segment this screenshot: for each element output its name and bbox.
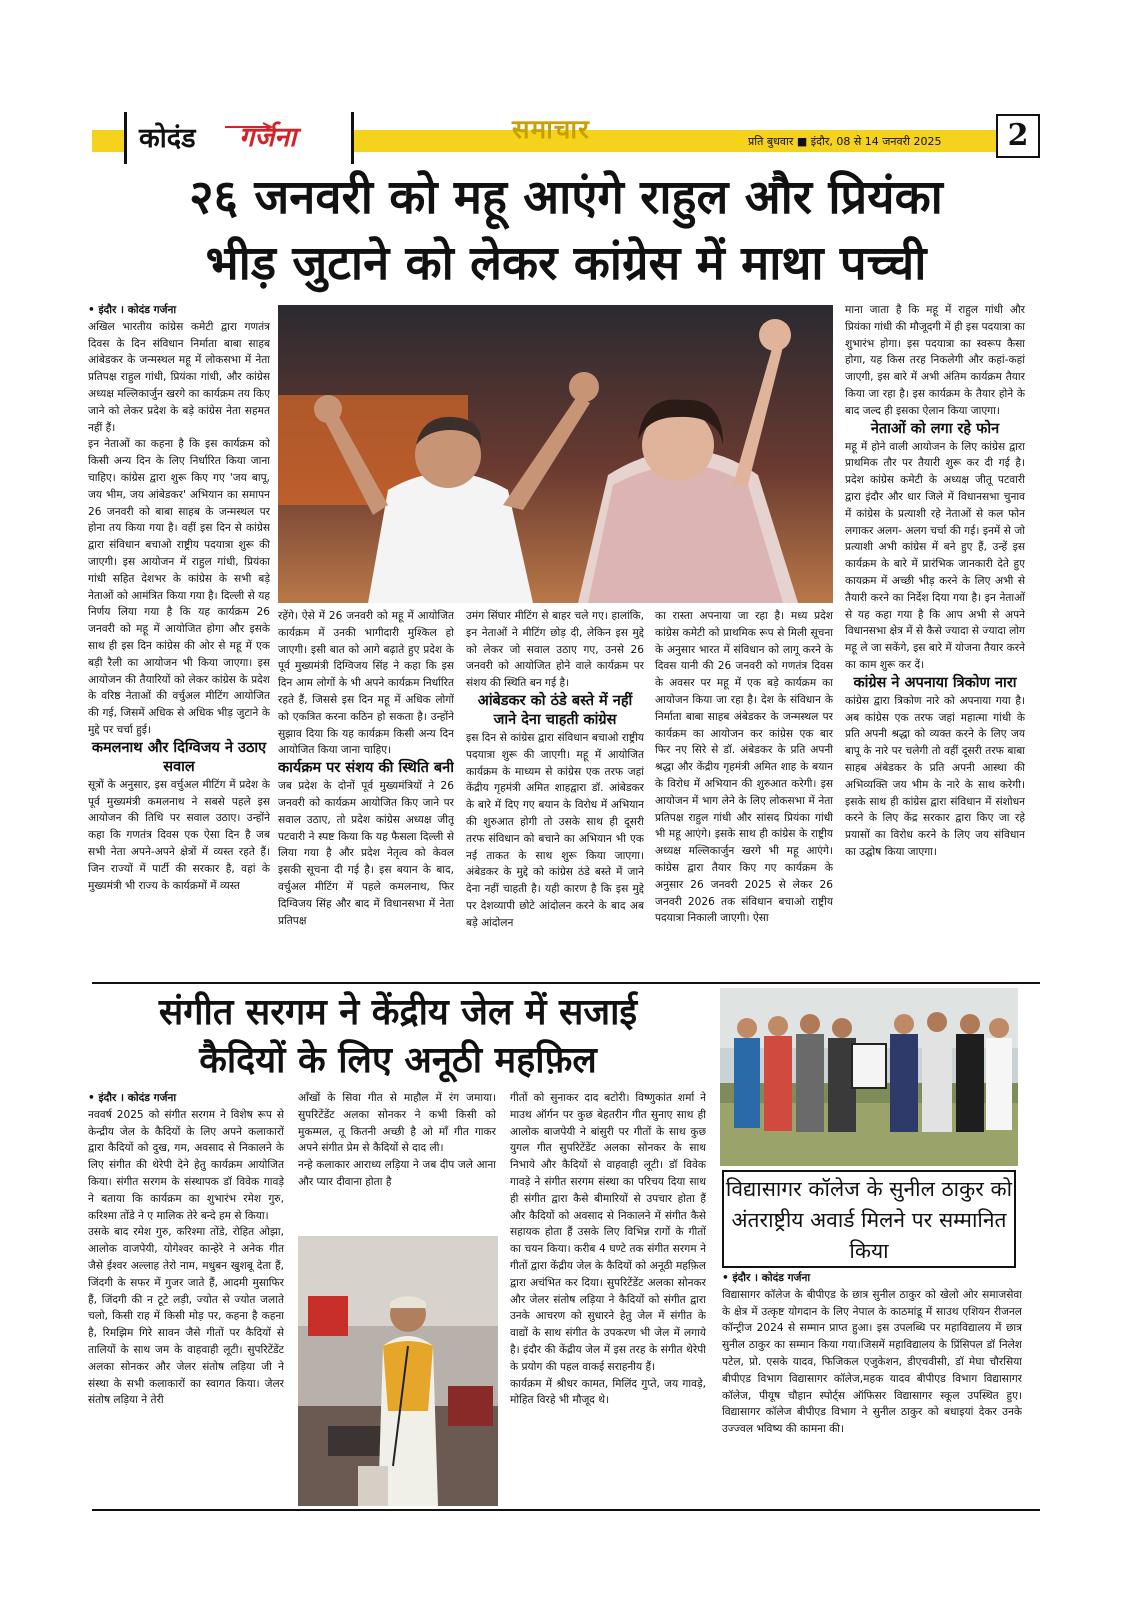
story2-dateline: • इंदौर । कोदंड गर्जना <box>88 1092 177 1104</box>
story3-photo-award <box>720 988 1018 1166</box>
story3-headline: विद्यासागर कॉलेज के सुनील ठाकुर को अंतराष्ट्रीय अवार्ड मिलने पर सम्मानित किया <box>722 1170 1016 1268</box>
story-divider <box>92 982 1040 984</box>
story3-paragraph: विद्यासागर कॉलेज के बीपीएड के छात्र सुनील ठाकुर को खेलो ओर समाजसेवा के क्षेत्र में उत्कृष्ट योगदान के लिए नेपाल के काठमांडू में साउथ एशियन रीजनल कॉन्ट्रीज 2024 से सम्मान प्राप्त हुआ। इस उपलब्धि पर महाविद्यालय में छात्र सुनील ठाकुर का सम्मान किया गया।जिसमें महाविद्यालय के प्रिंसिपल डॉ निलेश पटेल, प्रो. एसके यादव, फिजिकल एजुकेशन, डीएचवीसी, डॉ मेघा चौरसिया बीपीएड विभाग विद्यासागर कॉलेज,महक यादव बीपीएड विभाग विद्यासागर कॉलेज, पीयूष चौहान स्पोर्ट्स ऑफिसर विद्यासागर स्कूल उपस्थित हुए। विद्यासागर कॉलेज बीपीएड विभाग ने सुनील ठाकुर को बधाइयां देकर उनके उज्ज्वल भविष्य की कामना की। <box>722 1288 1022 1436</box>
story3-dateline: • इंदौर । कोदंड गर्जना <box>722 1272 811 1284</box>
masthead <box>92 112 1040 164</box>
story1-paragraph: अखिल भारतीय कांग्रेस कमेटी द्वारा गणतंत्र दिवस के दिन संविधान निर्माता बाबा साहब आंबेडकर के जन्मस्थल महू में लोकसभा में नेता प्रतिपक्ष राहुल गांधी, प्रियंका गांधी, और कांग्रेस अध्यक्ष मल्लिकार्जुन खरगे का कार्यक्रम तय किए जाने को लेकर प्रदेश के बड़े कांग्रेस नेता सहमत नहीं हैं। <box>88 320 270 434</box>
page-number: 2 <box>996 114 1040 158</box>
story2-column-1 <box>88 1090 284 1505</box>
section-title: समाचार <box>512 115 590 145</box>
story2-column-3 <box>510 1090 706 1505</box>
story1-subhead: कांग्रेस ने अपनाया त्रिकोण नारा <box>853 674 1017 691</box>
story2-column-2 <box>298 1090 496 1232</box>
story3-body <box>722 1270 1022 1505</box>
story2-paragraph: नववर्ष 2025 को संगीत सरगम ने विशेष रूप से केन्द्रीय जेल के कैदियों के लिए अपने कलाकारों द्वारा कैदियों को दुख, गम, अवसाद से निकालने के लिए संगीत की थेरेपी देने हेतु कार्यक्रम आयोजित किया। संगीत सरगम के संस्थापक डॉ विवेक गावड़े ने बताया कि कार्यक्रम का शुभारंभ रमेश गुरु, करिश्मा तोंडे ने ए मालिक तेरे बन्दे हम से किया। <box>88 1108 284 1222</box>
story1-column-4 <box>655 608 833 980</box>
story1-headline-line1: २६ जनवरी को महू आएंगे राहुल और प्रियंका <box>189 170 943 225</box>
story1-column-2 <box>278 608 454 980</box>
edition-info: प्रति बुधवार ■ इंदौर, 08 से 14 जनवरी 2025 <box>748 135 942 148</box>
story1-paragraph: जब प्रदेश के दोनों पूर्व मुख्यमंत्रियों ने 26 जनवरी को कार्यक्रम आयोजित किए जाने पर सवाल उठाए, तो प्रदेश कांग्रेस अध्यक्ष जीतू पटवारी ने स्पष्ट किया कि यह फैसला दिल्ली से लिया गया है और प्रदेश नेतृत्व को केवल इसकी सूचना दी गई है। इस बयान के बाद, वर्चुअल मीटिंग में पहले कमलनाथ, फिर दिग्विजय सिंह और बाद में विधानसभा में नेता प्रतिपक्ष <box>278 780 454 927</box>
logo-part1: कोदंड <box>139 123 196 154</box>
story1-column-3 <box>466 608 644 980</box>
story2-paragraph: नन्हे कलाकार आराध्य लड़िया ने जब दीप जले आना और प्यार दीवाना होता है <box>298 1159 496 1188</box>
story1-paragraph: सूत्रों के अनुसार, इस वर्चुअल मीटिंग में प्रदेश के पूर्व मुख्यमंत्री कमलनाथ ने सबसे पहले इस आयोजन की तिथि पर सवाल उठाए। उन्होंने कहा कि गणतंत्र दिवस एक ऐसा दिन है जब सभी नेता अपने-अपने क्षेत्रों में व्यस्त रहते हैं। जिन राज्यों में पार्टी की सरकार है, वहां के मुख्यमंत्री भी राज्य के कार्यक्रमों में व्यस्त <box>88 778 270 892</box>
newspaper-logo[interactable] <box>124 112 354 164</box>
story1-paragraph: इस दिन से कांग्रेस द्वारा संविधान बचाओ राष्ट्रीय पदयात्रा शुरू की जाएगी। महू में आयोजित कार्यक्रम के माध्यम से कांग्रेस एक तरफ जहां केंद्रीय गृहमंत्री अमित शाहद्वारा डॉ. आंबेडकर के बारे में दिए गए बयान के विरोध में अभियान की शुरुआत होगी तो उसके साथ ही दूसरी तरफ संविधान को बचाने का अभियान भी एक नई ताकत के साथ शुरू किया जाएगा। अंबेडकर के मुद्दे को कांग्रेस ठंडे बस्ते में जाने देना नहीं चाहती है। यही कारण है कि इस मुद्दे पर देशव्यापी छोटे आंदोलन करने के बाद अब बड़े आंदोलन <box>466 731 644 929</box>
story2-headline-line1: संगीत सरगम ने केंद्रीय जेल में सजाई <box>158 992 638 1033</box>
story1-column-5 <box>845 302 1025 980</box>
story2-paragraph: गीतों को सुनाकर दाद बटोरी। विष्णुकांत शर्मा ने माउथ ऑर्गन पर कुछ बेहतरीन गीत सुनाए साथ ही आलोक बाजपेयी ने बांसुरी पर गीतों के साथ कुछ युगल गीत सुपरिटेंडेंट अलका सोनकर के साथ निभाये और कैदियों से वाहवाही लूटी। डॉ विवेक गावड़े ने संगीत सरगम संस्था का परिचय दिया साथ ही संगीत द्वारा कैसे बीमारियों से उपचार होता हैं और कैदियों को अवसाद से निकालने में संगीत कैसे सहायक होता हैं उसके लिए विभिन्न रागों के गीतों का चयन किया। करीब 4 घण्टे तक संगीत सरगम ने गीतों द्वारा केंद्रीय जेल के कैदियों को अनूठी महफ़िल द्वारा अचंभित कर दिया। सुपरिटेंडेंट अलका सोनकर और जेलर संतोष लड़िया ने कैदियों को संगीत द्वारा उनके आचरण को सुधारने हेतु जेल में संगीत के वाद्यों के साथ संगीत के उपकरण भी जेल में लगाये है। इंदौर की केंद्रीय जेल में इस तरह के संगीत थेरेपी के प्रयोग की पहल वाकई सराहनीय हैं। <box>510 1092 706 1373</box>
story1-subhead: नेताओं को लगा रहे फोन <box>870 420 1000 437</box>
story1-dateline: • इंदौर । कोदंड गर्जना <box>88 304 177 316</box>
story2-paragraph: कार्यक्रम में श्रीधर कामत, मिलिंद गुप्ते, जय गावड़े, मोहित विरहे भी मौजूद थे। <box>510 1377 706 1407</box>
story1-paragraph: माना जाता है कि महू में राहुल गांधी और प्रियंका गांधी की मौजूदगी में ही इस पदयात्रा का शुभारंभ होगा। इस पदयात्रा का स्वरूप कैसा होगा, यह किस तरह निकलेगी और कहां-कहां जाएगी, इस बारे में अभी अंतिम कार्यक्रम तैयार किया जा रहा है। इस कार्यक्रम के तैयार होने के बाद जल्द ही इसका ऐलान किया जाएगा। <box>845 304 1025 417</box>
story1-headline-line2: भीड़ जुटाने को लेकर कांग्रेस में माथा पच्ची <box>205 236 927 291</box>
story2-paragraph: आँखों के सिवा गीत से माहौल में रंग जमाया। सुपरिटेंडेंट अलका सोनकर ने कभी किसी को मुकम्मल, तू कितनी अच्छी है ओ माँ गीत गाकर अपने संगीत प्रेम से कैदियों से दाद ली। <box>298 1092 496 1155</box>
masthead-band-left <box>92 130 124 152</box>
story1-subhead: कमलनाथ और दिग्विजय ने उठाए सवाल <box>91 739 267 775</box>
story1-paragraph: का रास्ता अपनाया जा रहा है। मध्य प्रदेश कांग्रेस कमेटी को प्राथमिक रूप से मिली सूचना के अनुसार भारत में संविधान को लागू करने के दिवस यानी की 26 जनवरी को गणतंत्र दिवस के अवसर पर महू में एक बड़े कार्यक्रम का आयोजन किया जा रहा है। देश के संविधान के निर्माता बाबा साहब अंबेडकर के जन्मस्थल पर कार्यक्रम का आयोजन कर कांग्रेस एक बार फिर नए सिरे से डॉ. अंबेडकर के प्रति अपनी श्रद्धा और केंद्रीय गृहमंत्री अमित शाह के बयान के विरोध में अभियान की शुरुआत करेगी। इस आयोजन में भाग लेने के लिए लोकसभा में नेता प्रतिपक्ष राहुल गांधी और सांसद प्रियंका गांधी भी महू आएंगे। इसके साथ ही कांग्रेस के राष्ट्रीय अध्यक्ष मल्लिकार्जुन खरगे भी महू आएंगे। कांग्रेस द्वारा तैयार किए गए कार्यक्रम के अनुसार 26 जनवरी 2025 से लेकर 26 जनवरी 2026 तक संविधान बचाओ राष्ट्रीय पदयात्रा निकाली जाएगी। ऐसा <box>655 610 833 925</box>
logo-part2: गर्जना <box>239 122 297 153</box>
story1-photo-rahul-priyanka <box>278 305 833 603</box>
story1-subhead: कार्यक्रम पर संशय की स्थिति बनी <box>278 760 454 777</box>
story2-photo-singer <box>298 1236 498 1506</box>
story1-paragraph: इन नेताओं का कहना है कि इस कार्यक्रम को किसी अन्य दिन के लिए निर्धारित किया जाना चाहिए। कांग्रेस द्वारा शुरू किए गए 'जय बापू, जय भीम, जय आंबेडकर' अभियान का समापन 26 जनवरी को बाबा साहब के जन्मस्थल पर होना तय किया गया है। वहीं इस दिन से कांग्रेस द्वारा संविधान बचाओ राष्ट्रीय पदयात्रा शुरू की जाएगी। इस आयोजन में राहुल गांधी, प्रियंका गांधी सहित देशभर के कांग्रेस के सभी बड़े नेताओं को आमंत्रित किया गया है। दिल्ली से यह निर्णय लिया गया है कि यह कार्यक्रम 26 जनवरी को महू में आयोजित होगा और इसके साथ ही इस दिन कांग्रेस की ओर से महू में एक बड़ी रैली का आयोजन भी किया जाएगा। इस आयोजन की तैयारियों को लेकर कांग्रेस के प्रदेश के वरिष्ठ नेताओं की वर्चुअल मीटिंग आयोजित की गई, जिसमें अधिक से अधिक भीड़ जुटाने के मुद्दे पर चर्चा हुई। <box>88 438 270 736</box>
story2-paragraph: उसके बाद रमेश गुरु, करिश्मा तोंडे, रोहित ओझा, आलोक वाजपेयी, योगेश्वर कान्हेरे ने अनेक गीत जैसे ईश्वर अल्लाह तेरो नाम, मधुबन खुशबू देता हैं, जिंदगी के सफर में गुजर जाते हैं, आदमी मुसाफिर हैं, जिंदगी की न टूटे लड़ी, ज्योत से ज्योत जलाते चलो, किसी राह में किसी मोड़ पर, कहना है कहना है, रिमझिम गिरे सावन जैसे गीतों पर कैदियों से तालियों के साथ जम के वाहवाही लूटी। सुपरिटेंडेंट अलका सोनकर और जेलर संतोष लड़िया जी ने संस्था के सभी कलाकारों का स्वागत किया। जेलर संतोष लड़िया ने तेरी <box>88 1226 284 1407</box>
story2-headline-line2: कैदियों के लिए अनूठी महफ़िल <box>199 1040 597 1081</box>
story1-column-1 <box>88 302 270 980</box>
bottom-rule <box>92 1509 1040 1511</box>
story1-paragraph: रहेंगे। ऐसे में 26 जनवरी को महू में आयोजित कार्यक्रम में उनकी भागीदारी मुश्किल हो जाएगी। इसी बात को आगे बढ़ाते हुए प्रदेश के पूर्व मुख्यमंत्री दिग्विजय सिंह ने कहा कि इस दिन आम लोगों के भी अपने कार्यक्रम निर्धारित रहते हैं, जिससे इस दिन महू में अधिक लोगों को एकत्रित करना कठिन हो सकता है। उन्होंने सुझाव दिया कि यह कार्यक्रम किसी अन्य दिन आयोजित किया जाना चाहिए। <box>278 610 454 757</box>
story1-paragraph: कांग्रेस द्वारा त्रिकोण नारे को अपनाया गया है। अब कांग्रेस एक तरफ जहां महात्मा गांधी के प्रति अपनी श्रद्धा को व्यक्त करने के लिए जय बापू के नारे पर चलेगी तो वहीं दूसरी तरफ बाबा साहब अंबेडकर के प्रति अपनी आस्था की अभिव्यक्ति जय भीम के नारे के साथ करेगी। इसके साथ ही कांग्रेस द्वारा संविधान में संशोधन करने के लिए केंद्र सरकार द्वारा किए जा रहे प्रयासों का विरोध करने के लिए जय संविधान का उद्घोष किया जाएगा। <box>845 694 1025 858</box>
story1-subhead: आंबेडकर को ठंडे बस्ते में नहीं जाने देना चाहती कांग्रेस <box>477 692 633 728</box>
story1-paragraph: महू में होने वाली आयोजन के लिए कांग्रेस द्वारा प्राथमिक तौर पर तैयारी शुरू कर दी गई है। प्रदेश कांग्रेस कमेटी के अध्यक्ष जीतू पटवारी द्वारा इंदौर और धार जिले में विधानसभा चुनाव में कांग्रेस के प्रत्याशी रहे नेताओं से कल फोन लगाकर अलग- अलग चर्चा की गई। इनमें से जो प्रत्याशी अभी कांग्रेस में बने हुए हैं, उन्हें इस कार्यक्रम के बारे में प्रारंभिक जानकारी देते हुए कायक्रम में अच्छी भीड़ करने के लिए अभी से तैयारी करने का निर्देश दिया गया है। इन नेताओं से यह कहा गया है कि आप अभी से अपने विधानसभा क्षेत्र में से कैसे ज्यादा से ज्यादा लोग महू ले जा सकेंगे, इस बारे में योजना तैयार करने का काम शुरू कर दें। <box>845 440 1025 671</box>
story1-paragraph: उमंग सिंघार मीटिंग से बाहर चले गए। हालांकि, इन नेताओं ने मीटिंग छोड़ दी, लेकिन इस मुद्दे को लेकर जो सवाल उठाए गए, उनसे 26 जनवरी को आयोजित होने वाले कार्यक्रम पर संशय की स्थिति बन गई है। <box>466 610 644 690</box>
